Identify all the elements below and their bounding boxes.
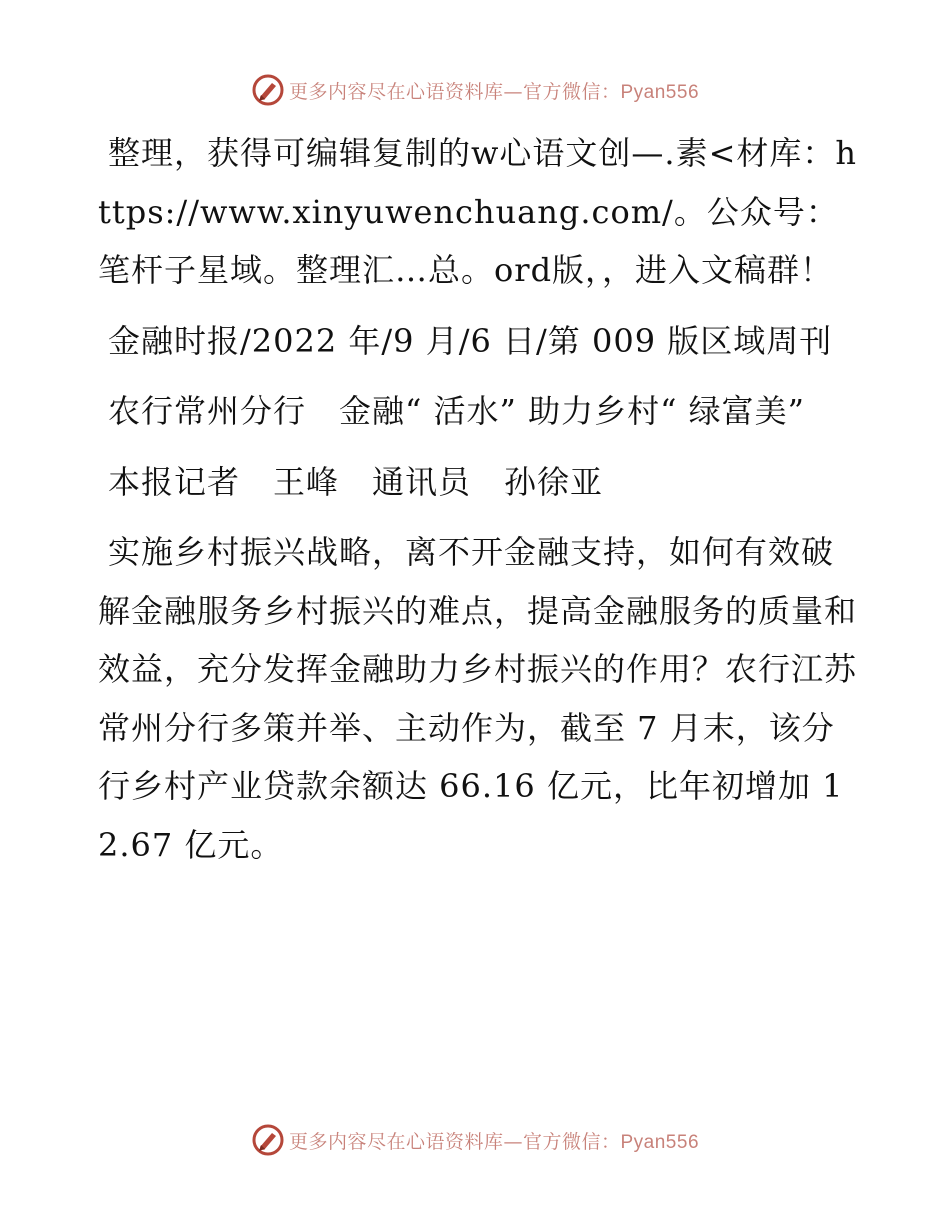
header-banner xyxy=(0,70,950,110)
pen-nib-logo-icon xyxy=(251,1123,285,1157)
article-title: 农行常州分行 金融“ 活水” 助力乡村“ 绿富美” xyxy=(108,392,805,430)
banner-text: 更多内容尽在心语资料库—官方微信： xyxy=(288,1130,621,1153)
document-body xyxy=(98,124,858,886)
banner-wechat-id: Pyan556 xyxy=(620,1131,700,1153)
footer-banner-text xyxy=(289,1127,699,1154)
byline: 本报记者 王峰 通讯员 孙徐亚 xyxy=(108,462,604,501)
source-line: 金融时报/2022 年/9 月/6 日/第 009 版区域周刊 xyxy=(108,321,833,360)
footer-banner xyxy=(0,1120,950,1160)
banner-wechat-id: Pyan556 xyxy=(620,81,700,103)
body-paragraph: 实施乡村振兴战略，离不开金融支持，如何有效破解金融服务乡村振兴的难点，提高金融服务的质量和效益，充分发挥金融助力乡村振兴的作用？农行江苏常州分行多策并举、主动作为，截至 7 月末，该分行乡村产业贷款余额达 66.16 亿元，比年初增加 12.67 亿元。 xyxy=(98,533,858,864)
intro-paragraph: 整理，获得可编辑复制的w心语文创—.素<材库：https://www.xinyuwenchuang.com/。公众号：笔杆子星域。整理汇…总。ord版，，进入文稿群！ xyxy=(98,134,857,289)
pen-nib-logo-icon xyxy=(251,73,285,107)
banner-text: 更多内容尽在心语资料库—官方微信： xyxy=(288,80,621,103)
header-banner-text xyxy=(289,77,699,104)
